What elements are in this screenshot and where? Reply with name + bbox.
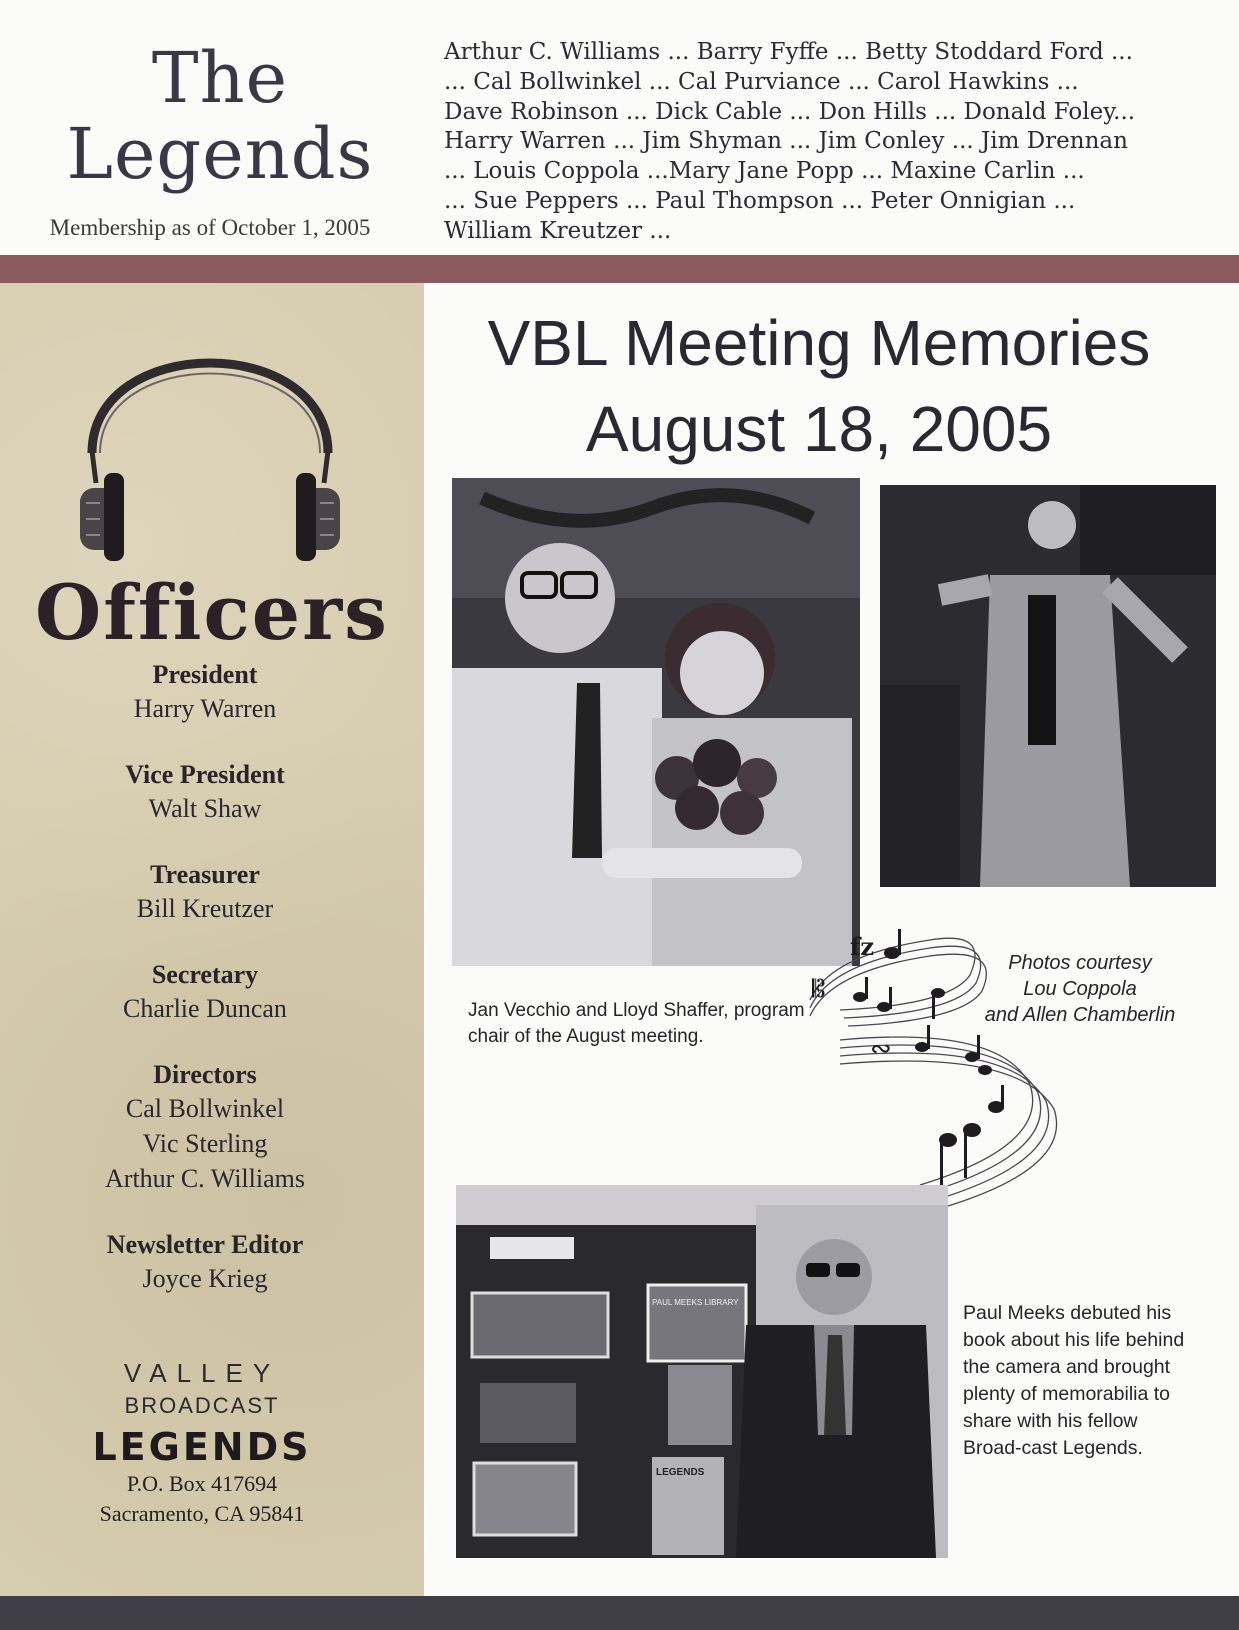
officers-heading: Officers <box>35 568 389 657</box>
officer-role: President <box>152 660 258 689</box>
membership-date: Membership as of October 1, 2005 <box>49 215 371 240</box>
member-line: ... Sue Peppers ... Paul Thompson ... Peter Onnigian ... <box>444 187 1076 214</box>
org-logo-legends: LEGENDS <box>92 1425 312 1469</box>
photo-woman-dancing <box>880 485 1216 887</box>
org-line-valley: VALLEY <box>123 1358 281 1388</box>
svg-text:𝄡: 𝄡 <box>812 975 826 1003</box>
organization-block <box>0 1358 404 1529</box>
newsletter-title: The Legends <box>66 37 374 195</box>
photo-paul-meeks <box>456 1185 948 1558</box>
officer-name: Charlie Duncan <box>123 994 287 1023</box>
officer-vice-president <box>0 759 410 826</box>
headphones-icon <box>70 323 350 563</box>
officer-name: Walt Shaw <box>148 794 262 823</box>
officer-president <box>0 659 410 726</box>
officers-sidebar <box>0 283 424 1596</box>
officer-treasurer <box>0 859 410 926</box>
board-label-legends: LEGENDS <box>656 1467 705 1478</box>
member-line: Harry Warren ... Jim Shyman ... Jim Conley ... Jim Drennan <box>444 128 1128 155</box>
officer-role: Secretary <box>151 960 259 989</box>
officer-role: Vice President <box>125 760 285 789</box>
officer-role: Treasurer <box>150 860 260 889</box>
member-line: Arthur C. Williams ... Barry Fyffe ... Betty Stoddard Ford ... <box>444 39 1133 65</box>
org-city: Sacramento, CA 95841 <box>99 1501 305 1526</box>
org-po-box: P.O. Box 417694 <box>126 1471 278 1496</box>
header-divider <box>0 255 1239 283</box>
member-list <box>444 38 1234 247</box>
member-line: ... Cal Bollwinkel ... Cal Purviance ... Carol Hawkins ... <box>444 68 1079 95</box>
photo-couple-caption: Jan Vecchio and Lloyd Shaffer, program chair of the August meeting. <box>468 1000 805 1047</box>
svg-text:∾: ∾ <box>870 1034 892 1064</box>
officer-role: Directors <box>153 1060 257 1089</box>
officer-secretary <box>0 959 410 1026</box>
officer-name: Arthur C. Williams <box>105 1164 305 1193</box>
board-label-library: PAUL MEEKS LIBRARY <box>652 1298 739 1307</box>
officer-name: Cal Bollwinkel <box>125 1094 285 1123</box>
officer-list <box>0 659 410 1329</box>
photo-paul-meeks-caption: Paul Meeks debuted his book about his life behind the camera and brought plenty of memorabilia to share with his fellow Broad-cast Legends. <box>963 1302 1185 1459</box>
member-line: ... Louis Coppola ...Mary Jane Popp ... Maxine Carlin ... <box>444 158 1085 185</box>
photo-couple-roses <box>452 478 860 966</box>
photo-credit: Photos courtesy Lou Coppola and Allen Chamberlin <box>984 952 1176 1026</box>
org-line-broadcast: BROADCAST <box>124 1393 280 1418</box>
member-line: Dave Robinson ... Dick Cable ... Don Hills ... Donald Foley... <box>444 98 1136 125</box>
officer-name: Harry Warren <box>133 694 277 723</box>
officer-name: Vic Sterling <box>142 1129 268 1158</box>
member-line: William Kreutzer ... <box>444 217 672 244</box>
officer-directors <box>0 1059 410 1196</box>
officer-name: Bill Kreutzer <box>136 894 274 923</box>
officer-name: Joyce Krieg <box>142 1264 268 1293</box>
svg-text:fz: fz <box>850 932 874 961</box>
page-title: VBL Meeting Memories August 18, 2005 <box>487 307 1151 465</box>
officer-newsletter-editor <box>0 1229 410 1296</box>
officer-role: Newsletter Editor <box>106 1230 304 1259</box>
footer-bar <box>0 1596 1239 1630</box>
